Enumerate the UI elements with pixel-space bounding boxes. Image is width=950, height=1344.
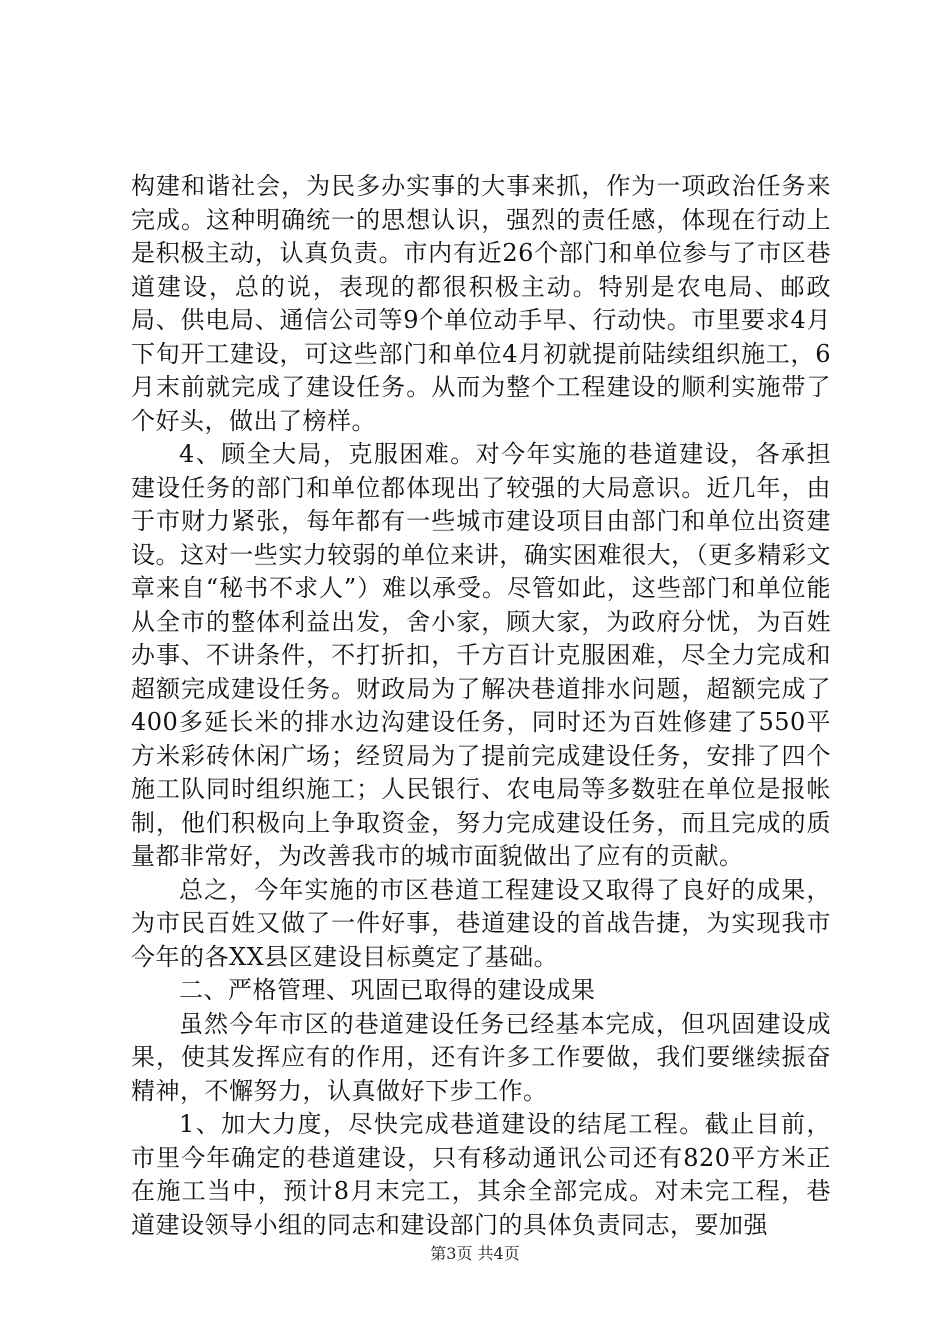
section-heading-2: 二、严格管理、巩固已取得的建设成果 [179, 976, 596, 1004]
paragraph-section-intro: 虽然今年市区的巷道建设任务已经基本完成，但巩固建设成果，使其发挥应有的作用，还有许多工作要做，我们要继续振奋精神，不懈努力，认真做好下步工作。 [131, 1009, 831, 1105]
paragraph-item-1: 1、加大力度，尽快完成巷道建设的结尾工程。截止目前，市里今年确定的巷道建设，只有移动通讯公司还有820平方米正在施工当中，预计8月末完工，其余全部完成。对未完工程，巷道建设领导小组的同志和建设部门的具体负责同志，要加强 [131, 1110, 831, 1239]
paragraph-item-4: 4、顾全大局，克服困难。对今年实施的巷道建设，各承担建设任务的部门和单位都体现出了较强的大局意识。近几年，由于市财力紧张，每年都有一些城市建设项目由部门和单位出资建设。这对一些实力较弱的单位来讲，确实困难很大，（更多精彩文章来自“秘书不求人”）难以承受。尽管如此，这些部门和单位能从全市的整体利益出发，舍小家，顾大家，为政府分忧，为百姓办事、不讲条件，不打折扣，千方百计克服困难，尽全力完成和超额完成建设任务。财政局为了解决巷道排水问题，超额完成了400多延长米的排水边沟建设任务，同时还为百姓修建了550平方米彩砖休闲广场；经贸局为了提前完成建设任务，安排了四个施工队同时组织施工；人民银行、农电局等多数驻在单位是报帐制，他们积极向上争取资金，努力完成建设任务，而且完成的质量都非常好，为改善我市的城市面貌做出了应有的贡献。 [131, 440, 831, 870]
paragraph-continuation: 构建和谐社会，为民多办实事的大事来抓，作为一项政治任务来完成。这种明确统一的思想认识，强烈的责任感，体现在行动上是积极主动，认真负责。市内有近26个部门和单位参与了市区巷道建设，总的说，表现的都很积极主动。特别是农电局、邮政局、供电局、通信公司等9个单位动手早、行动快。市里要求4月下旬开工建设，可这些部门和单位4月初就提前陆续组织施工，6月末前就完成了建设任务。从而为整个工程建设的顺利实施带了个好头，做出了榜样。 [131, 172, 831, 435]
page-footer [0, 1244, 950, 1264]
paragraph-summary: 总之，今年实施的市区巷道工程建设又取得了良好的成果，为市民百姓又做了一件好事，巷道建设的首战告捷，为实现我市今年的各XX县区建设目标奠定了基础。 [131, 875, 831, 971]
page-number: 第3页 共4页 [430, 1244, 520, 1263]
document-body [131, 170, 831, 1242]
